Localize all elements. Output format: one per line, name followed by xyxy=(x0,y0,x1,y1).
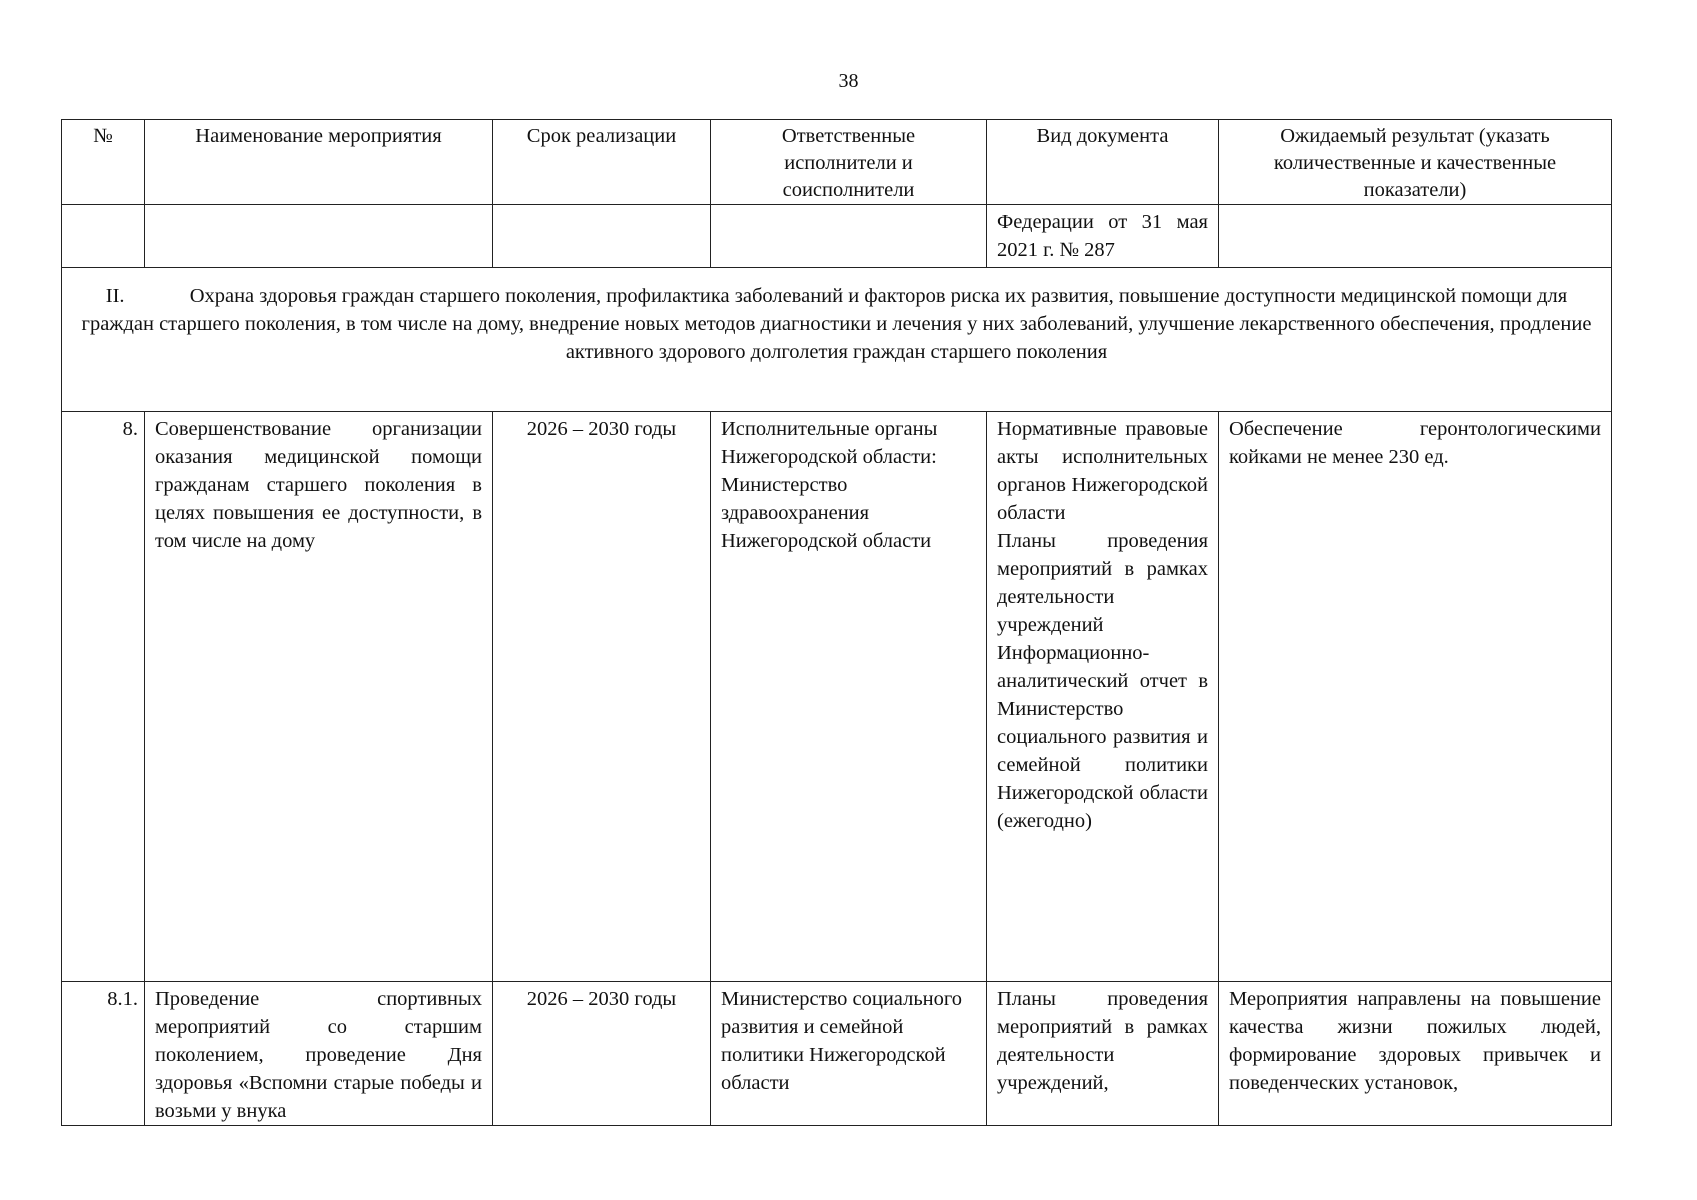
section-title: Охрана здоровья граждан старшего поколения, профилактика заболеваний и факторов риска их развития, повышение доступности медицинской помощи для граждан старшего поколения, в том числе на дому, внедрение новых методов диагностики и лечения у них заболеваний, улучшение лекарственного обеспечения, продление активного здорового долголетия граждан старшего поколения xyxy=(81,285,1592,363)
section-heading-row xyxy=(62,268,1612,412)
cell-name xyxy=(145,205,493,268)
row-event-name: Совершенствование организации оказания медицинской помощи гражданам старшего поколения в целях повышения ее доступности, в том числе на дому xyxy=(145,412,493,982)
header-period: Срок реализации xyxy=(493,120,711,205)
row-document-type xyxy=(987,412,1219,982)
header-event-name: Наименование мероприятия xyxy=(145,120,493,205)
continuation-row xyxy=(62,205,1612,268)
row-expected-result: Мероприятия направлены на повышение качества жизни пожилых людей, формирование здоровых привычек и поведенческих установок, xyxy=(1219,982,1612,1126)
row-event-name: Проведение спортивных мероприятий со старшим поколением, проведение Дня здоровья «Вспомни старые победы и возьми у внука xyxy=(145,982,493,1126)
page-number: 38 xyxy=(838,70,859,92)
header-expected-result: Ожидаемый результат (указать количественные и качественные показатели) xyxy=(1219,120,1612,205)
header-document-type: Вид документа xyxy=(987,120,1219,205)
row-document-type: Планы проведения мероприятий в рамках деятельности учреждений, xyxy=(987,982,1219,1126)
table-row xyxy=(62,982,1612,1126)
section-heading xyxy=(62,268,1612,412)
cell-number xyxy=(62,205,145,268)
document-type-plans: Планы проведения мероприятий в рамках деятельности учреждений xyxy=(997,530,1208,636)
document-type-report: Информационно-аналитический отчет в Министерство социального развития и семейной политики Нижегородской области (ежегодно) xyxy=(997,642,1208,832)
cell-responsible xyxy=(711,205,987,268)
row-period: 2026 – 2030 годы xyxy=(493,982,711,1126)
row-expected-result: Обеспечение геронтологическими койками не менее 230 ед. xyxy=(1219,412,1612,982)
table-row xyxy=(62,412,1612,982)
section-numeral: II. xyxy=(105,285,125,307)
cell-result xyxy=(1219,205,1612,268)
header-responsible: Ответственные исполнители и соисполнители xyxy=(711,120,987,205)
cell-document-type: Федерации от 31 мая 2021 г. № 287 xyxy=(987,205,1219,268)
cell-period xyxy=(493,205,711,268)
header-number: № xyxy=(62,120,145,205)
document-type-normative-acts: Нормативные правовые акты исполнительных органов Нижегородской области xyxy=(997,418,1208,524)
row-responsible: Министерство социального развития и семейной политики Нижегородской области xyxy=(711,982,987,1126)
table-header-row xyxy=(62,120,1612,205)
action-plan-table xyxy=(61,119,1612,1126)
row-responsible: Исполнительные органы Нижегородской области: Министерство здравоохранения Нижегородской области xyxy=(711,412,987,982)
row-period: 2026 – 2030 годы xyxy=(493,412,711,982)
row-number: 8. xyxy=(62,412,145,982)
row-number: 8.1. xyxy=(62,982,145,1126)
